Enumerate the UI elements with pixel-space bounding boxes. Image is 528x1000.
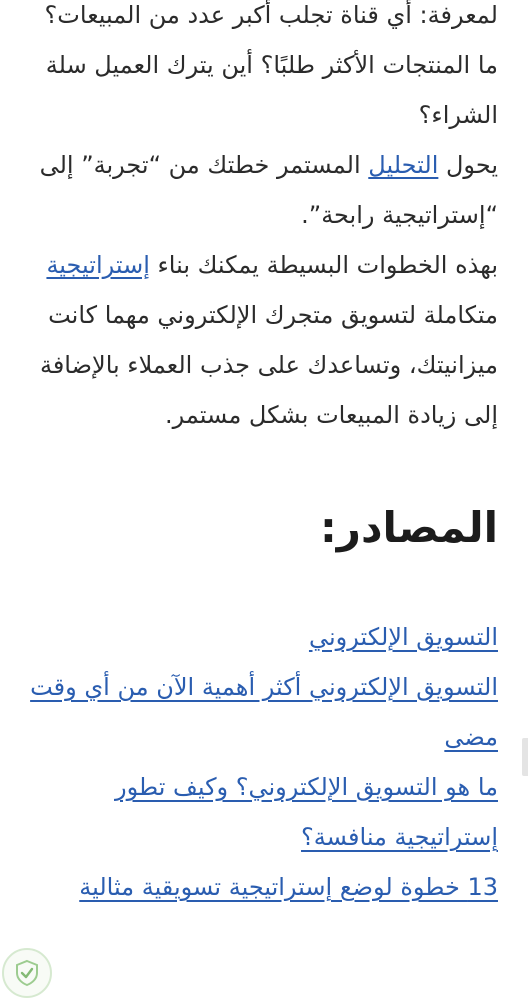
strategy-link[interactable]: إستراتيجية <box>46 251 150 279</box>
sources-heading: المصادر: <box>319 503 498 552</box>
source-item <box>28 662 498 762</box>
paragraph-analysis <box>28 140 498 240</box>
analysis-link[interactable]: التحليل <box>368 151 439 179</box>
source-link[interactable]: التسويق الإلكتروني أكثر أهمية الآن من أي وقت مضى <box>30 673 498 751</box>
paragraph-conclusion <box>28 240 498 440</box>
source-link[interactable]: التسويق الإلكتروني <box>308 623 498 651</box>
paragraph-text: متكاملة لتسويق متجرك الإلكتروني مهما كانت ميزانيتك، وتساعدك على جذب العملاء بالإضافة إلى زيادة المبيعات بشكل مستمر. <box>39 301 498 429</box>
source-item <box>28 762 498 862</box>
source-item <box>28 612 498 662</box>
paragraph-text: بهذه الخطوات البسيطة يمكنك بناء <box>149 251 498 279</box>
paragraph-text: يحول <box>438 151 498 179</box>
paragraph-analytics-questions <box>28 0 498 140</box>
source-item <box>28 862 498 912</box>
check-shield-icon <box>12 958 42 988</box>
sources-list <box>28 612 498 912</box>
source-link[interactable]: ما هو التسويق الإلكتروني؟ وكيف تطور إستراتيجية منافسة؟ <box>115 773 498 851</box>
scroll-edge-indicator <box>522 738 528 776</box>
green-check-badge-icon <box>2 948 52 998</box>
source-link[interactable]: 13 خطوة لوضع إستراتيجية تسويقية مثالية <box>79 873 498 901</box>
paragraph-text: لمعرفة: أي قناة تجلب أكبر عدد من المبيعات؟ ما المنتجات الأكثر طلبًا؟ أين يترك العميل سلة الشراء؟ <box>44 1 498 129</box>
paragraph-text: المستمر خطتك من “تجربة” إلى “إستراتيجية رابحة”. <box>39 151 498 229</box>
article-content <box>28 0 498 912</box>
